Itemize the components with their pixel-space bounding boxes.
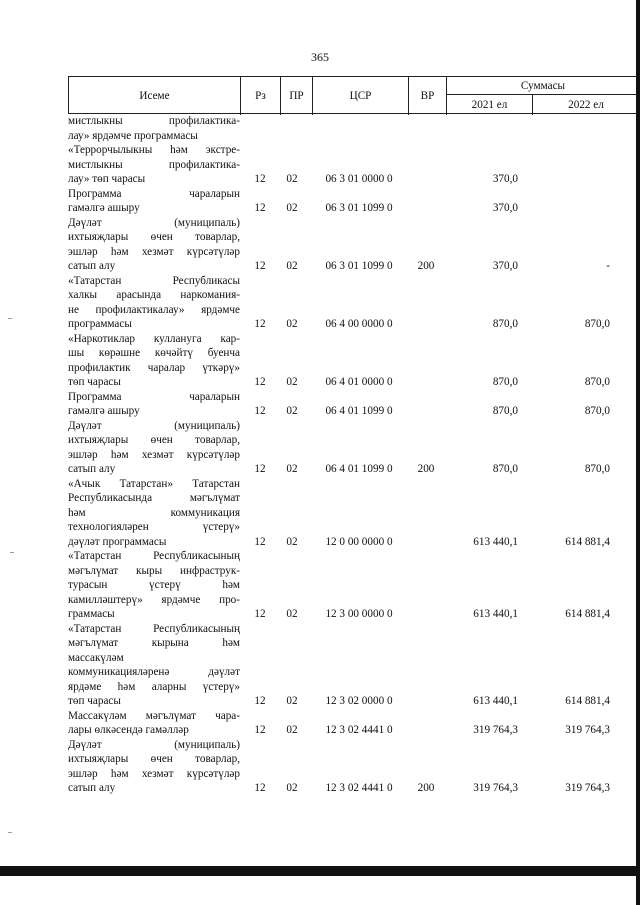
- row-name-line: «Татарстан Республикасының: [68, 550, 240, 562]
- row-name-line: халкы арасында наркомания-: [68, 289, 240, 301]
- row-name-line: «Ачык Татарстан» Татарстан: [68, 477, 240, 490]
- table-row: [68, 738, 640, 796]
- row-name-line: эшләр һәм хезмәт күрсәтүләр: [68, 245, 240, 258]
- table-row: [68, 274, 640, 332]
- row-sum-2021: 870,0: [492, 376, 518, 388]
- row-pr: 02: [286, 202, 298, 214]
- row-name-line: ихтыяҗлары өчен товарлар,: [68, 434, 240, 446]
- row-sum-2021: 613 440,1: [473, 695, 518, 707]
- row-name-line: Дәүләт (муниципаль): [68, 216, 240, 229]
- row-rz: 12: [254, 405, 266, 417]
- row-name-line: эшләр һәм хезмәт күрсәтүләр: [68, 448, 240, 461]
- header-sum-group: [447, 77, 639, 115]
- row-rz: 12: [254, 202, 266, 214]
- margin-mark: [8, 832, 12, 833]
- row-csr: 12 3 02 0000 0: [325, 695, 393, 707]
- row-rz: 12: [254, 463, 266, 475]
- row-sum-2021: 613 440,1: [473, 535, 518, 548]
- row-name-line: лау» ярдәмче программасы: [68, 129, 198, 142]
- row-pr: 02: [286, 724, 298, 736]
- header-pr: ПР: [281, 77, 313, 115]
- header-csr: ЦСР: [313, 77, 409, 115]
- row-name-line: мистлыкны профилактика-: [68, 115, 240, 127]
- row-name-line: Программа чараларын: [68, 390, 240, 403]
- row-pr: 02: [286, 463, 298, 475]
- row-name-line: дәүләт программасы: [68, 535, 167, 548]
- row-rz: 12: [254, 535, 266, 548]
- scan-border-right: [636, 0, 640, 905]
- row-rz: 12: [254, 173, 266, 185]
- row-csr: 06 4 01 1099 0: [325, 405, 393, 417]
- row-sum-2022: 870,0: [584, 376, 610, 388]
- row-sum-2022: 614 881,4: [565, 535, 610, 548]
- row-sum-2022: 614 881,4: [565, 608, 610, 620]
- row-vr: 200: [417, 782, 435, 794]
- row-csr: 06 3 01 1099 0: [325, 260, 393, 272]
- row-sum-2022: 319 764,3: [565, 782, 610, 794]
- row-name-line: мистлыкны профилактика-: [68, 158, 240, 171]
- row-csr: 12 3 02 4441 0: [325, 782, 393, 794]
- row-pr: 02: [286, 695, 298, 707]
- table-row: [68, 114, 640, 143]
- row-csr: 12 3 02 4441 0: [325, 724, 393, 736]
- table-row: [68, 187, 640, 216]
- row-csr: 06 4 01 1099 0: [325, 463, 393, 475]
- row-rz: 12: [254, 318, 266, 330]
- table-header: [68, 76, 640, 114]
- row-name-line: сатып алу: [68, 463, 116, 475]
- row-csr: 06 3 01 1099 0: [325, 202, 393, 214]
- row-name-line: массакүләм: [68, 651, 124, 664]
- row-csr: 06 4 00 0000 0: [325, 318, 393, 330]
- row-sum-2021: 319 764,3: [473, 782, 518, 794]
- row-name-line: ярдәме һәм аларны үстерү»: [68, 680, 240, 693]
- table-row: [68, 477, 640, 550]
- row-name-line: мәгълүмат кыры инфраструк-: [68, 564, 240, 577]
- table-body: [68, 114, 640, 796]
- row-csr: 06 3 01 0000 0: [325, 173, 393, 185]
- row-rz: 12: [254, 695, 266, 707]
- row-pr: 02: [286, 782, 298, 794]
- row-sum-2021: 370,0: [492, 173, 518, 185]
- row-name-line: лары өлкәсендә гамәлләр: [68, 724, 189, 736]
- table-row: [68, 332, 640, 390]
- table-row: [68, 216, 640, 274]
- row-name-line: һәм коммуникация: [68, 506, 240, 519]
- header-rz: Рз: [241, 77, 281, 115]
- row-rz: 12: [254, 608, 266, 620]
- row-pr: 02: [286, 173, 298, 185]
- row-name-line: ихтыяҗлары өчен товарлар,: [68, 753, 240, 765]
- header-year-2022: 2022 ел: [568, 99, 604, 111]
- row-name-line: профилактик чаралар үткәрү»: [68, 361, 240, 374]
- row-pr: 02: [286, 318, 298, 330]
- table-row: [68, 622, 640, 709]
- header-vr: ВР: [409, 77, 447, 115]
- row-csr: 12 3 00 0000 0: [325, 608, 393, 620]
- row-name-line: эшләр һәм хезмәт күрсәтүләр: [68, 767, 240, 780]
- table-row: [68, 549, 640, 622]
- row-pr: 02: [286, 405, 298, 417]
- row-name-line: шы көрәшне көчәйтү буенча: [68, 347, 240, 359]
- row-csr: 12 0 00 0000 0: [325, 535, 393, 548]
- row-csr: 06 4 01 0000 0: [325, 376, 393, 388]
- row-name-line: технологияләрен үстерү»: [68, 521, 240, 533]
- row-sum-2022: 614 881,4: [565, 695, 610, 707]
- table-row: [68, 419, 640, 477]
- row-name-line: не профилактикалау» ярдәмче: [68, 303, 240, 316]
- row-sum-2022: 319 764,3: [565, 724, 610, 736]
- row-name-line: Дәүләт (муниципаль): [68, 419, 240, 432]
- row-sum-2021: 370,0: [492, 202, 518, 214]
- header-name: Исеме: [69, 77, 241, 115]
- row-name-line: «Татарстан Республикасы: [68, 274, 240, 287]
- row-name-line: «Террорчылыкны һәм экстре-: [68, 144, 240, 156]
- header-sum: Суммасы: [447, 77, 639, 95]
- row-name-line: «Наркотиклар куллануга кар-: [68, 332, 240, 345]
- row-name-line: граммасы: [68, 608, 115, 620]
- header-year-2021: 2021 ел: [447, 95, 533, 115]
- row-name-line: лау» төп чарасы: [68, 173, 146, 185]
- row-vr: 200: [417, 260, 435, 272]
- row-name-line: Дәүләт (муниципаль): [68, 738, 240, 751]
- row-name-line: коммуникацияләренә дәүләт: [68, 666, 240, 678]
- row-sum-2022: 870,0: [584, 463, 610, 475]
- row-name-line: Республикасында мәгълүмат: [68, 492, 240, 504]
- row-name-line: Массакүләм мәгълүмат чара-: [68, 709, 240, 722]
- row-pr: 02: [286, 608, 298, 620]
- row-name-line: Программа чараларын: [68, 187, 240, 200]
- row-name-line: төп чарасы: [68, 376, 121, 388]
- row-rz: 12: [254, 724, 266, 736]
- row-pr: 02: [286, 376, 298, 388]
- page-number: 365: [311, 50, 329, 64]
- table-row: [68, 143, 640, 187]
- row-rz: 12: [254, 782, 266, 794]
- row-pr: 02: [286, 260, 298, 272]
- margin-mark: [10, 552, 14, 553]
- margin-mark: [8, 318, 12, 319]
- row-pr: 02: [286, 535, 298, 548]
- row-sum-2022: -: [606, 260, 610, 272]
- row-name-line: сатып алу: [68, 260, 116, 272]
- table-row: [68, 390, 640, 419]
- row-rz: 12: [254, 260, 266, 272]
- table-row: [68, 709, 640, 738]
- row-vr: 200: [417, 463, 435, 475]
- row-name-line: камилләштерү» ярдәмче про-: [68, 593, 240, 606]
- row-sum-2021: 613 440,1: [473, 608, 518, 620]
- row-sum-2021: 870,0: [492, 405, 518, 417]
- row-sum-2021: 870,0: [492, 463, 518, 475]
- row-name-line: программасы: [68, 318, 132, 330]
- row-sum-2022: 870,0: [584, 405, 610, 417]
- row-name-line: гамәлгә ашыру: [68, 202, 140, 214]
- row-sum-2021: 870,0: [492, 318, 518, 330]
- row-name-line: гамәлгә ашыру: [68, 405, 140, 417]
- row-rz: 12: [254, 376, 266, 388]
- row-sum-2021: 370,0: [492, 260, 518, 272]
- row-name-line: ихтыяҗлары өчен товарлар,: [68, 231, 240, 243]
- row-name-line: сатып алу: [68, 782, 116, 794]
- row-sum-2021: 319 764,3: [473, 724, 518, 736]
- row-name-line: «Татарстан Республикасының: [68, 622, 240, 635]
- row-sum-2022: 870,0: [584, 318, 610, 330]
- row-name-line: төп чарасы: [68, 695, 121, 707]
- row-name-line: турасын үстерү һәм: [68, 579, 240, 591]
- row-name-line: мәгълүмат кырына һәм: [68, 637, 240, 649]
- scan-border-bottom: [0, 866, 640, 876]
